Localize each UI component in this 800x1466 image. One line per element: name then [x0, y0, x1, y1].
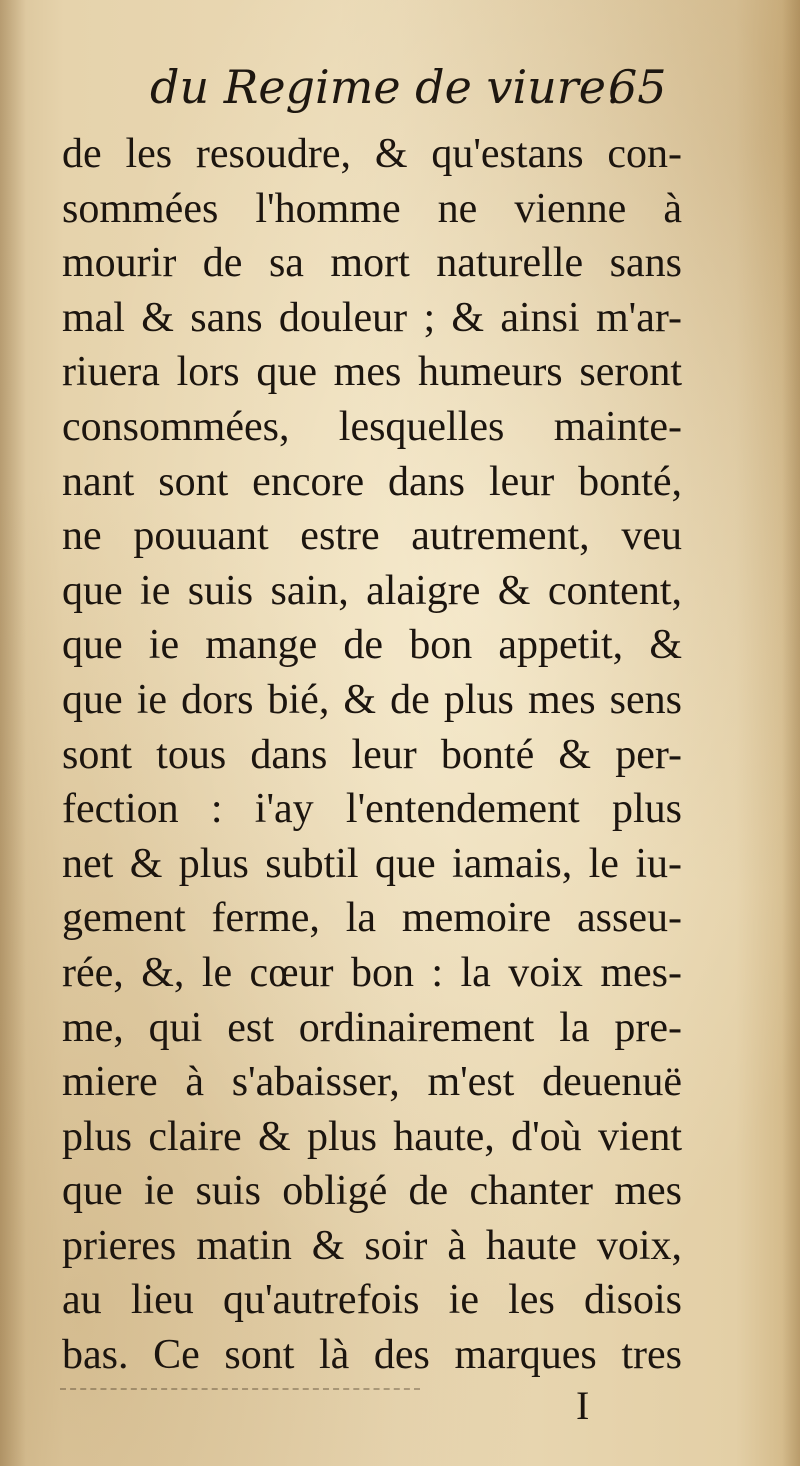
text-line: que ie dors bié, & de plus mes sens — [62, 676, 682, 723]
running-title: du Regime de viure. — [150, 60, 621, 114]
text-line: sont tous dans leur bonté & per- — [62, 731, 682, 778]
text-line: ne pouuant estre autrement, veu — [62, 513, 682, 560]
text-line: mal & sans douleur ; & ainsi m'ar- — [62, 294, 682, 341]
running-header — [150, 60, 667, 120]
text-line: au lieu qu'autrefois ie les disois — [62, 1277, 682, 1324]
print-show-through — [60, 1388, 420, 1390]
text-line: bas. Ce sont là des marques tres — [62, 1332, 682, 1379]
text-line: riuera lors que mes humeurs seront — [62, 349, 682, 396]
text-line: miere à s'abaisser, m'est deuenuë — [62, 1059, 682, 1106]
text-line: fection : i'ay l'entendement plus — [62, 786, 682, 833]
text-line: plus claire & plus haute, d'où vient — [62, 1113, 682, 1160]
text-line: nant sont encore dans leur bonté, — [62, 458, 682, 505]
text-line: que ie mange de bon appetit, & — [62, 622, 682, 669]
text-line: de les resoudre, & qu'estans con- — [62, 131, 682, 177]
text-line: que ie suis obligé de chanter mes — [62, 1168, 682, 1215]
body-text — [62, 127, 682, 1383]
text-line: net & plus subtil que iamais, le iu- — [62, 840, 682, 887]
page-number: 65 — [608, 60, 667, 114]
text-line: que ie suis sain, alaigre & content, — [62, 567, 682, 614]
text-line: gement ferme, la memoire asseu- — [62, 895, 682, 942]
text-line: prieres matin & soir à haute voix, — [62, 1222, 682, 1269]
gutter-shadow — [0, 0, 26, 1466]
text-line: me, qui est ordinairement la pre- — [62, 1004, 682, 1051]
page-edge-shadow — [782, 0, 800, 1466]
text-line: rée, &, le cœur bon : la voix mes- — [62, 949, 682, 996]
signature-mark: I — [576, 1383, 590, 1428]
text-line: mourir de sa mort naturelle sans — [62, 240, 682, 287]
text-line: sommées l'homme ne vienne à — [62, 185, 682, 232]
text-line: consommées, lesquelles mainte- — [62, 403, 682, 450]
